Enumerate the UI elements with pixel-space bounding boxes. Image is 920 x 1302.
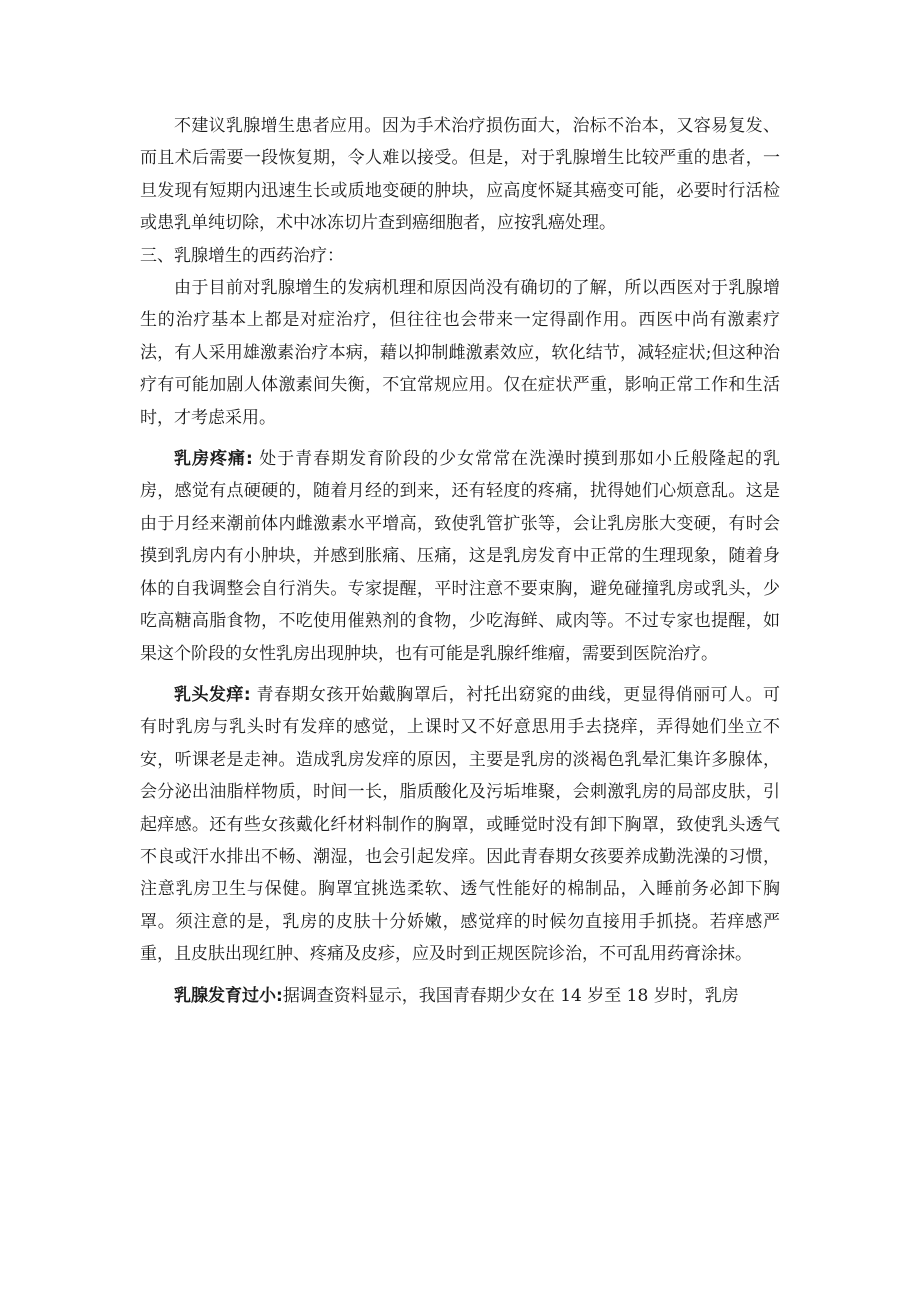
- paragraph-nipple-itching: [140, 679, 780, 971]
- paragraph-text: 不建议乳腺增生患者应用。因为手术治疗损伤面大，治标不治本，又容易复发、而且术后需要一段恢复期，令人难以接受。但是，对于乳腺增生比较严重的患者，一旦发现有短期内迅速生长或质地变硬的肿块，应高度怀疑其癌变可能，必要时行活检或患乳单纯切除，术中冰冻切片查到癌细胞者，应按乳癌处理。: [140, 116, 780, 234]
- paragraph-text: 处于青春期发育阶段的少女常常在洗澡时摸到那如小丘般隆起的乳房，感觉有点硬硬的，随着月经的到来，还有轻度的疼痛，扰得她们心烦意乱。这是由于月经来潮前体内雌激素水平增高，致使乳管扩张等，会让乳房胀大变硬，有时会摸到乳房内有小肿块，并感到胀痛、压痛，这是乳房发育中正常的生理现象，随着身体的自我调整会自行消失。专家提醒，平时注意不要束胸，避免碰撞乳房或乳头，少吃高糖高脂食物，不吃使用催熟剂的食物，少吃海鲜、咸肉等。不过专家也提醒，如果这个阶段的女性乳房出现肿块，也有可能是乳腺纤维瘤，需要到医院治疗。: [140, 449, 781, 664]
- paragraph-breast-pain: [140, 443, 780, 670]
- paragraph-western-medicine: [140, 272, 780, 434]
- paragraph-lead-term: 乳腺发育过小:: [174, 985, 283, 1006]
- paragraph-underdevelopment: [140, 980, 780, 1012]
- paragraph-text: 青春期女孩开始戴胸罩后，衬托出窈窕的曲线，更显得俏丽可人。可有时乳房与乳头时有发痒的感觉，上课时又不好意思用手去挠痒，弄得她们坐立不安，听课老是走神。造成乳房发痒的原因，主要是乳房的淡褐色乳晕汇集许多腺体，会分泌出油脂样物质，时间一长，脂质酸化及污垢堆聚，会刺激乳房的局部皮肤，引起痒感。还有些女孩戴化纤材料制作的胸罩，或睡觉时没有卸下胸罩，致使乳头透气不良或汗水排出不畅、潮湿，也会引起发痒。因此青春期女孩要养成勤洗澡的习惯，注意乳房卫生与保健。胸罩宜挑选柔软、透气性能好的棉制品，入睡前务必卸下胸罩。须注意的是，乳房的皮肤十分娇嫩，感觉痒的时候勿直接用手抓挠。若痒感严重，且皮肤出现红肿、疼痛及皮疹，应及时到正规医院诊治，不可乱用药膏涂抹。: [140, 684, 780, 965]
- paragraph-lead-term: 乳房疼痛:: [174, 449, 253, 470]
- paragraph-text: 据调查资料显示，我国青春期少女在 14 岁至 18 岁时，乳房: [282, 985, 739, 1006]
- paragraph-surgery: [140, 110, 780, 240]
- document-page: [140, 110, 780, 1012]
- paragraph-lead-term: 乳头发痒:: [174, 684, 251, 705]
- paragraph-text: 由于目前对乳腺增生的发病机理和原因尚没有确切的了解，所以西医对于乳腺增生的治疗基本上都是对症治疗，但往往也会带来一定得副作用。西医中尚有激素疗法，有人采用雄激素治疗本病，藉以抑制雌激素效应，软化结节，减轻症状;但这种治疗有可能加剧人体激素间失衡，不宜常规应用。仅在症状严重，影响正常工作和生活时，才考虑采用。: [140, 278, 780, 428]
- section-heading-western-medicine: 三、乳腺增生的西药治疗：: [140, 245, 344, 266]
